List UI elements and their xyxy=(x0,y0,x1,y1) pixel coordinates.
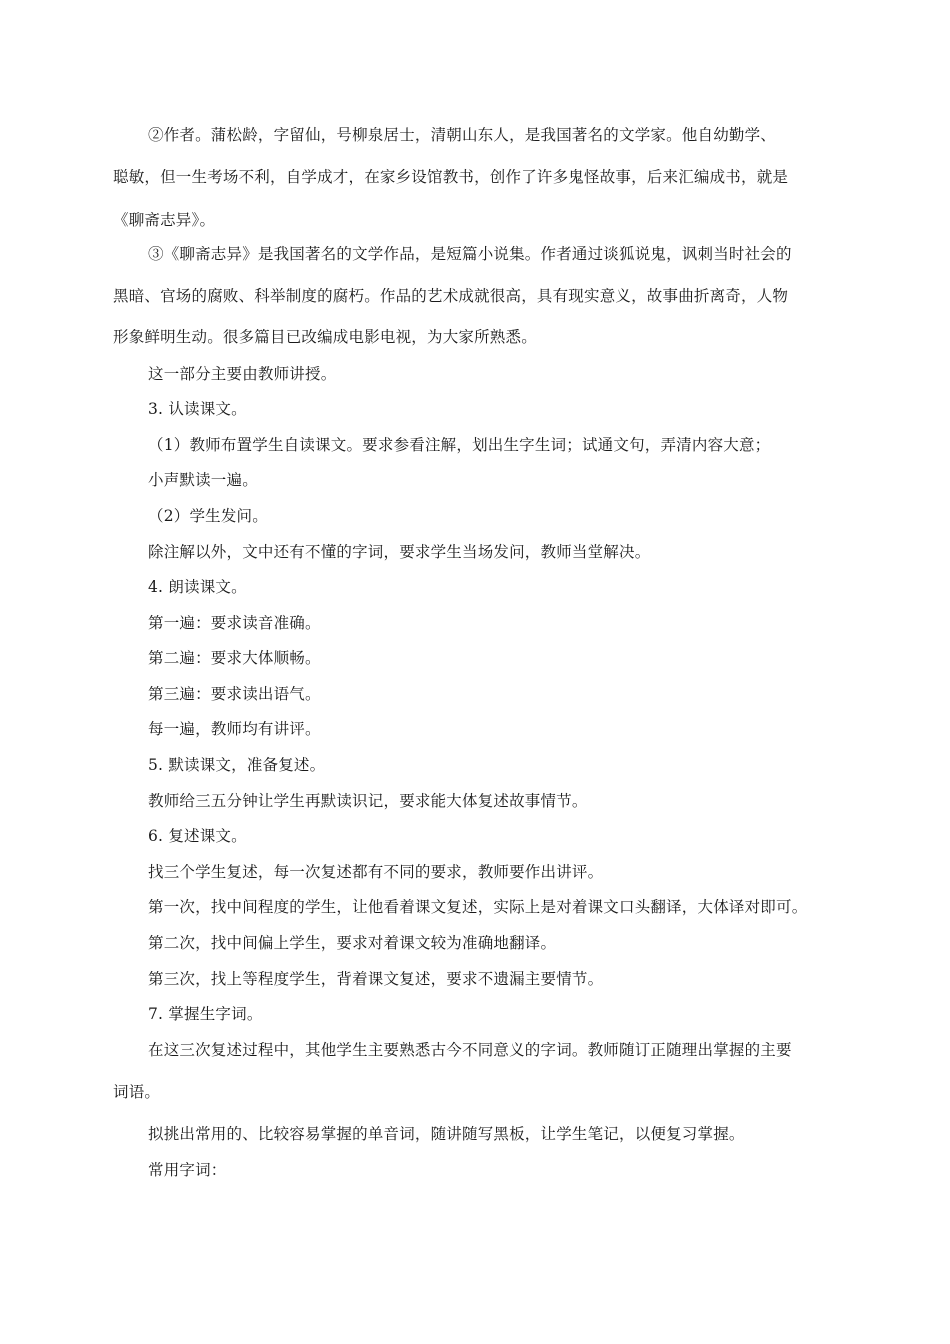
step-3-heading: 3. 认读课文。 xyxy=(148,400,247,418)
step-5-detail: 教师给三五分钟让学生再默读识记，要求能大体复述故事情节。 xyxy=(148,792,588,810)
teacher-lecture-note: 这一部分主要由教师讲授。 xyxy=(148,365,337,383)
step-6-first-time: 第一次，找中间程度的学生，让他看着课文复述，实际上是对着课文口头翻译，大体译对即可。 xyxy=(148,898,808,916)
step-6-detail: 找三个学生复述，每一次复述都有不同的要求，教师要作出讲评。 xyxy=(148,863,604,881)
paragraph-author-line-3: 《聊斋志异》。 xyxy=(113,211,216,229)
step-6-heading: 6. 复述课文。 xyxy=(148,827,247,845)
step-7-detail-line-2: 词语。 xyxy=(113,1083,161,1101)
step-7-detail-line-1: 在这三次复述过程中，其他学生主要熟悉古今不同意义的字词。教师随订正随理出掌握的主要 xyxy=(148,1041,792,1059)
step-4-first-reading: 第一遍：要求读音准确。 xyxy=(148,614,321,632)
step-3-item-1: （1）教师布置学生自读课文。要求参看注解，划出生字生词；试通文句，弄清内容大意； xyxy=(148,436,771,454)
step-7-method: 拟挑出常用的、比较容易掌握的单音词，随讲随写黑板，让学生笔记，以便复习掌握。 xyxy=(148,1125,745,1143)
step-7-heading: 7. 掌握生字词。 xyxy=(148,1005,263,1023)
common-words-label: 常用字词： xyxy=(148,1161,227,1179)
paragraph-author-line-1: ②作者。蒲松龄，字留仙，号柳泉居士，清朝山东人，是我国著名的文学家。他自幼勤学、 xyxy=(148,126,777,144)
step-4-comment: 每一遍，教师均有讲评。 xyxy=(148,720,321,738)
step-4-second-reading: 第二遍：要求大体顺畅。 xyxy=(148,649,321,667)
step-5-heading: 5. 默读课文，准备复述。 xyxy=(148,756,326,774)
step-3-item-1-continued: 小声默读一遍。 xyxy=(148,471,258,489)
step-6-second-time: 第二次，找中间偏上学生，要求对着课文较为准确地翻译。 xyxy=(148,934,557,952)
step-3-item-2: （2）学生发问。 xyxy=(148,507,268,525)
paragraph-work-line-2: 黑暗、官场的腐败、科举制度的腐朽。作品的艺术成就很高，具有现实意义，故事曲折离奇，人物 xyxy=(113,287,789,305)
paragraph-work-line-1: ③《聊斋志异》是我国著名的文学作品，是短篇小说集。作者通过谈狐说鬼，讽刺当时社会的 xyxy=(148,245,792,263)
step-4-third-reading: 第三遍：要求读出语气。 xyxy=(148,685,321,703)
paragraph-work-line-3: 形象鲜明生动。很多篇目已改编成电影电视，为大家所熟悉。 xyxy=(113,328,537,346)
step-4-heading: 4. 朗读课文。 xyxy=(148,578,247,596)
step-6-third-time: 第三次，找上等程度学生，背着课文复述，要求不遗漏主要情节。 xyxy=(148,970,604,988)
paragraph-author-line-2: 聪敏，但一生考场不利，自学成才，在家乡设馆教书，创作了许多鬼怪故事，后来汇编成书，就是 xyxy=(113,168,789,186)
step-3-item-2-detail: 除注解以外，文中还有不懂的字词，要求学生当场发问，教师当堂解决。 xyxy=(148,543,651,561)
